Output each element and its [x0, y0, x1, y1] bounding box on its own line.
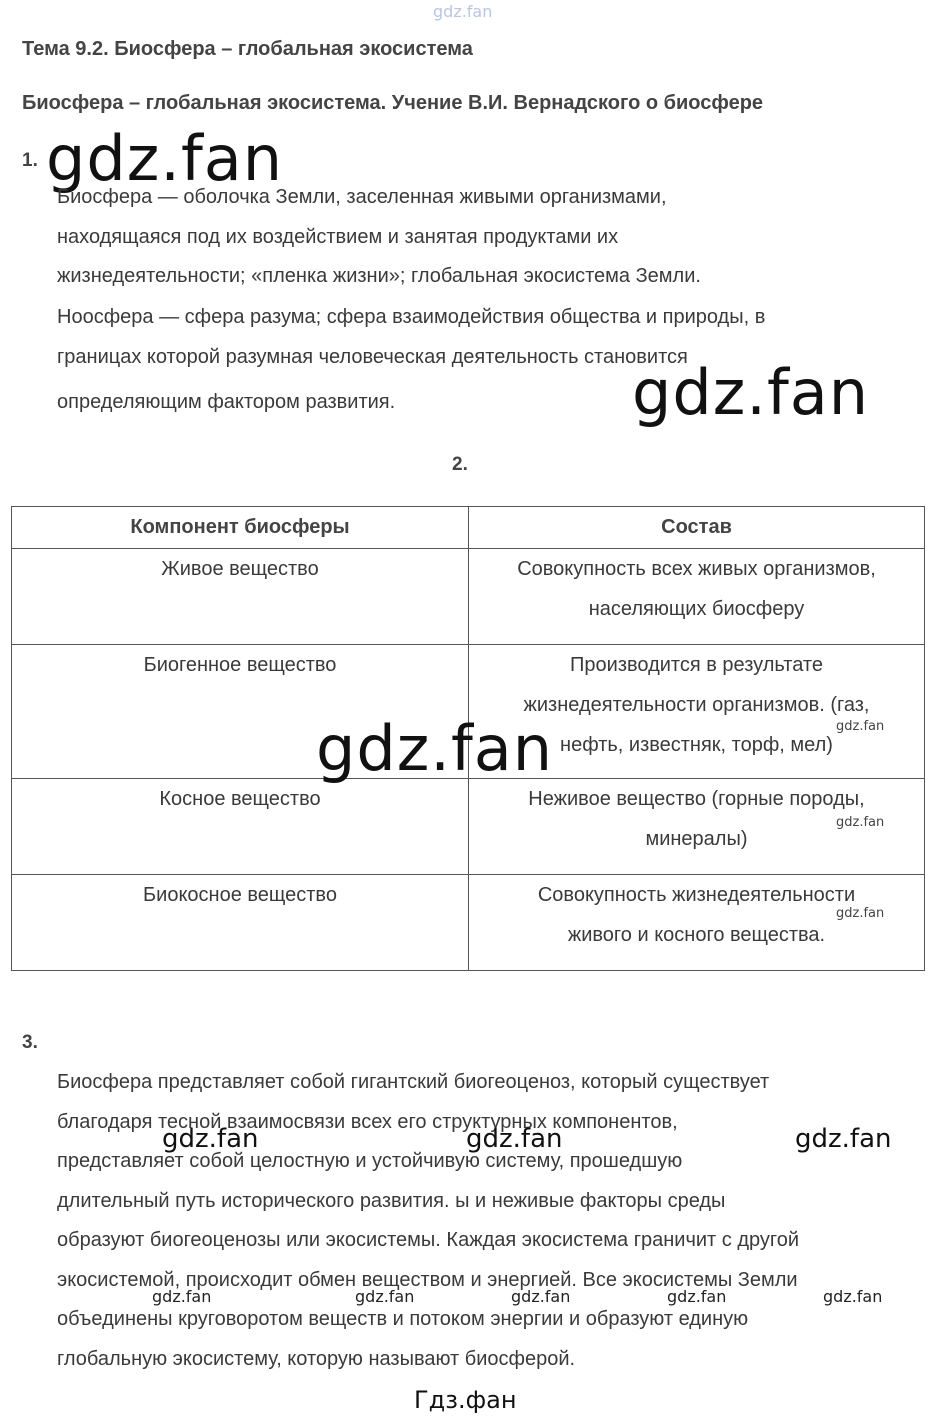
text-line: границах которой разумная человеческая деятельность становится [57, 345, 688, 368]
text-line: экосистемой, происходит обмен веществом и энергией. Все экосистемы Земли [57, 1268, 798, 1291]
text-line: образуют биогеоценозы или экосистемы. Каждая экосистема граничит с другой [57, 1229, 800, 1251]
watermark-large-3: gdz.fan [316, 712, 554, 785]
cell-composition [469, 875, 925, 971]
table-row [12, 875, 925, 971]
text-line: определяющим фактором развития. [57, 391, 396, 413]
watermark-large-1: gdz.fan [46, 122, 284, 195]
cell-line: нефть, известняк, торф, мел) [560, 734, 833, 756]
cell-composition [469, 549, 925, 645]
task-1-number: 1. [22, 150, 38, 171]
text-line: длительный путь исторического развития. ы и неживые факторы среды [57, 1189, 726, 1212]
text-line: находящаяся под их воздействием и занятая продуктами их [57, 225, 619, 248]
biosphere-essay [57, 1063, 915, 1379]
watermark-large-2: gdz.fan [632, 356, 870, 429]
watermark-tiny: gdz.fan [836, 906, 885, 921]
watermark-small: gdz.fan [667, 1287, 727, 1306]
cell-line: минералы) [645, 828, 748, 850]
watermark-tiny: gdz.fan [836, 815, 885, 830]
watermark-top: gdz.fan [433, 2, 493, 21]
cell-component: Косное вещество [12, 779, 469, 875]
cell-line: живого и косного вещества. [567, 924, 826, 946]
text-line: глобальную экосистему, которую называют биосферой. [57, 1347, 576, 1370]
text-line: жизнедеятельности; «пленка жизни»; глобальная экосистема Земли. [57, 265, 701, 287]
header-component: Компонент биосферы [12, 507, 469, 549]
cell-line: Совокупность всех живых организмов, [517, 558, 876, 580]
topic-title: Тема 9.2. Биосфера – глобальная экосистема [22, 38, 473, 60]
watermark-small: gdz.fan [355, 1287, 415, 1306]
cell-line: населяющих биосферу [588, 598, 805, 620]
watermark-small: gdz.fan [152, 1287, 212, 1306]
cell-component: Биогенное вещество [12, 645, 469, 779]
watermark-medium: gdz.fan [162, 1124, 259, 1154]
watermark-small: gdz.fan [823, 1287, 883, 1306]
text-line: Ноосфера — сфера разума; сфера взаимодействия общества и природы, в [57, 306, 766, 328]
table-header-row [12, 507, 925, 549]
table-row [12, 549, 925, 645]
watermark-medium: gdz.fan [466, 1124, 563, 1154]
text-line: Биосфера — оболочка Земли, заселенная живыми организмами, [57, 186, 667, 208]
cell-line: Неживое вещество (горные породы, [528, 788, 865, 810]
cell-component: Биокосное вещество [12, 875, 469, 971]
cell-line: Производится в результате [570, 654, 823, 676]
cell-line: Совокупность жизнедеятельности [537, 884, 856, 906]
definition-biosphere [57, 178, 915, 297]
section-title: Биосфера – глобальная экосистема. Учение В.И. Вернадского о биосфере [22, 92, 764, 114]
table-row [12, 779, 925, 875]
text-line: Биосфера представляет собой гигантский биогеоценоз, который существует [57, 1071, 770, 1093]
task-2-number: 2. [452, 454, 468, 475]
text-line: объединены круговоротом веществ и потоком энергии и образуют единую [57, 1308, 749, 1330]
cell-line: жизнедеятельности организмов. (газ, [523, 694, 870, 716]
header-composition: Состав [469, 507, 925, 549]
watermark-small: gdz.fan [511, 1287, 571, 1306]
text-line: благодаря тесной взаимосвязи всех его структурных компонентов, [57, 1110, 678, 1133]
watermark-medium: gdz.fan [795, 1124, 892, 1154]
task-3-number: 3. [22, 1032, 38, 1053]
footer-watermark: Гдз.фан [414, 1386, 517, 1414]
text-line: представляет собой целостную и устойчивую систему, прошедшую [57, 1150, 683, 1172]
watermark-tiny: gdz.fan [836, 719, 885, 734]
cell-component: Живое вещество [12, 549, 469, 645]
